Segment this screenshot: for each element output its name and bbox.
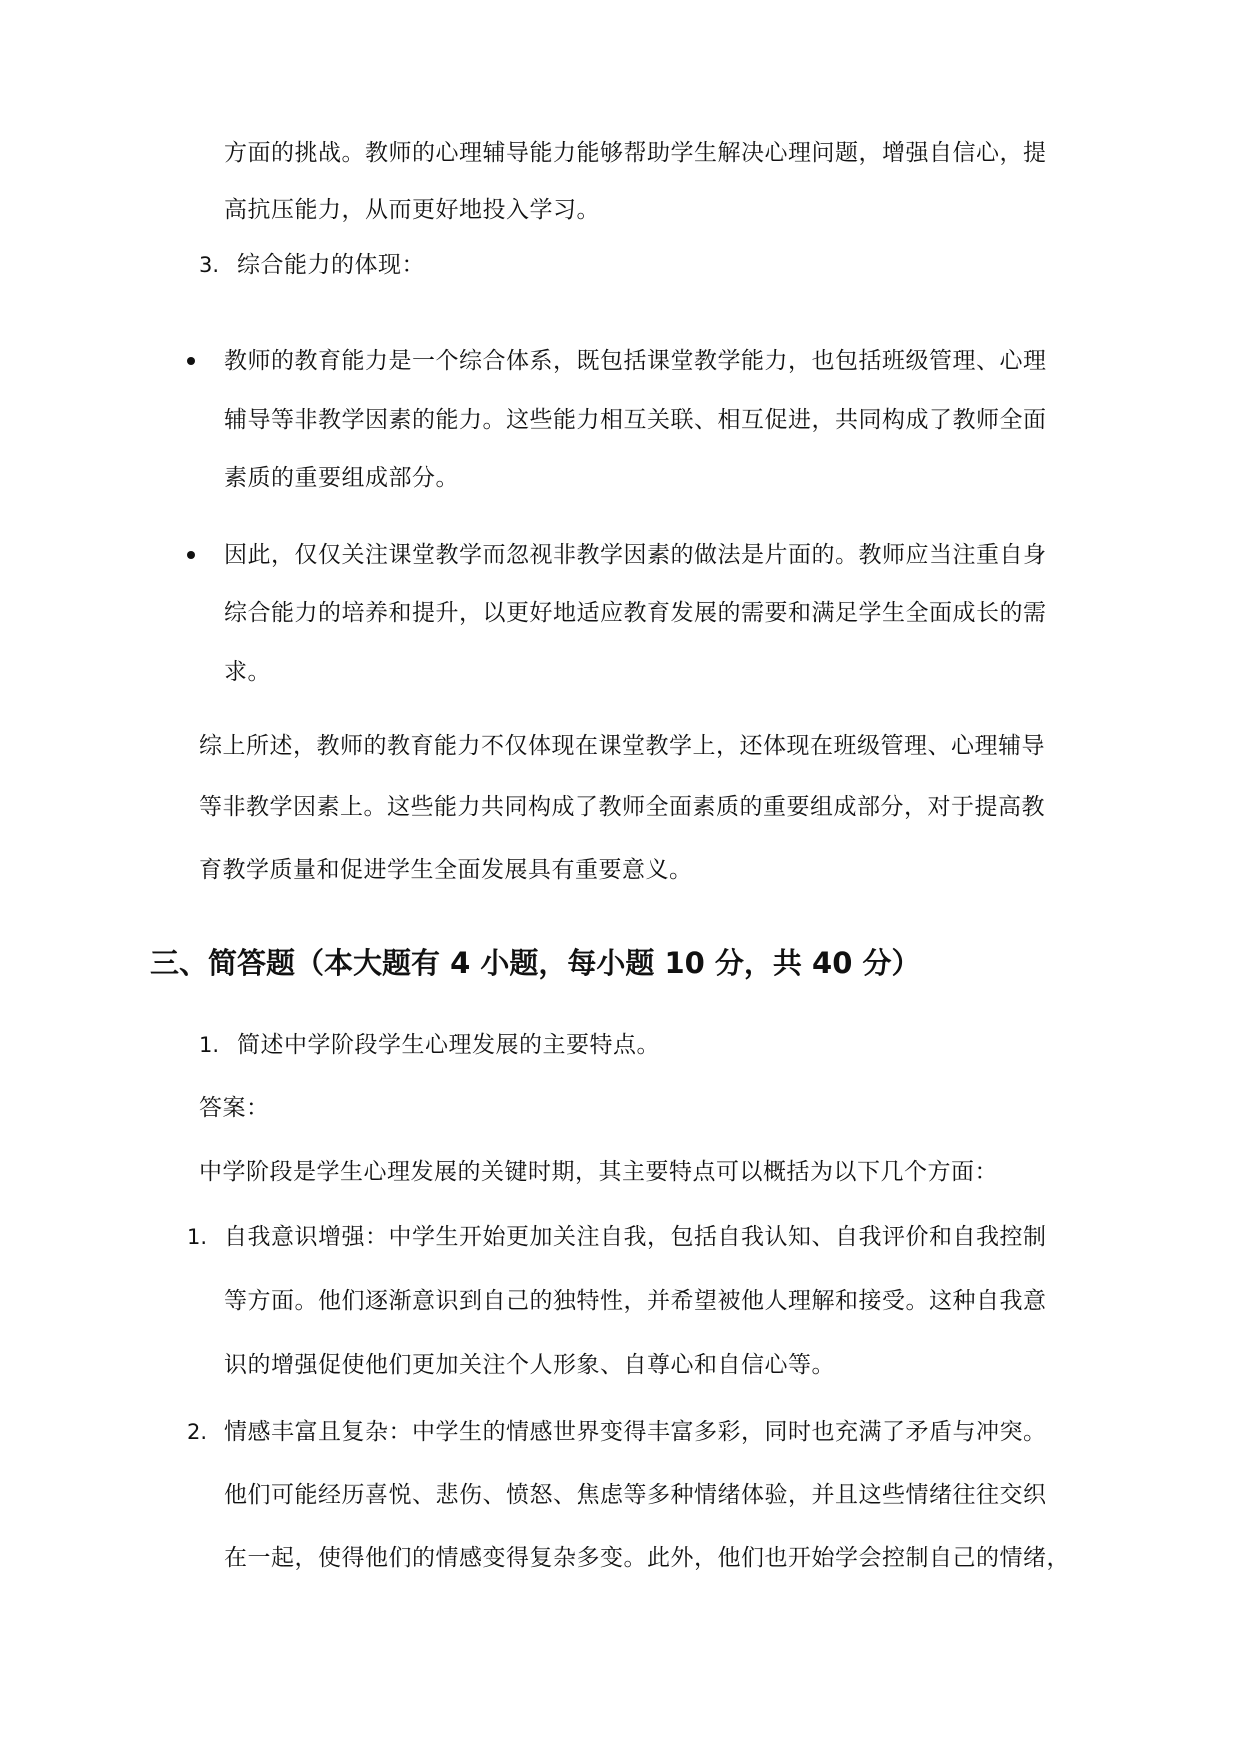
section3-heading: 三、简答题（本大题有 4 小题，每小题 10 分，共 40 分） (150, 946, 921, 980)
bullet2-line-1: 因此，仅仅关注课堂教学而忽视非教学因素的做法是片面的。教师应当注重自身 (224, 542, 1047, 568)
answer-label: 答案： (199, 1095, 270, 1121)
bullet2-line-2: 综合能力的培养和提升，以更好地适应教育发展的需要和满足学生全面成长的需 (224, 600, 1047, 626)
point3-title: 综合能力的体现： (237, 252, 425, 278)
summary-line-1: 综上所述，教师的教育能力不仅体现在课堂教学上，还体现在班级管理、心理辅导 (199, 733, 1045, 759)
feature1-line-1: 自我意识增强：中学生开始更加关注自我，包括自我认知、自我评价和自我控制 (224, 1224, 1047, 1250)
question1-text: 简述中学阶段学生心理发展的主要特点。 (237, 1032, 660, 1058)
continuation-line-1: 方面的挑战。教师的心理辅导能力能够帮助学生解决心理问题，增强自信心，提 (224, 140, 1047, 166)
bullet-marker-2 (187, 551, 195, 559)
feature2-number: 2. (187, 1420, 208, 1444)
feature1-line-2: 等方面。他们逐渐意识到自己的独特性，并希望被他人理解和接受。这种自我意 (224, 1288, 1047, 1314)
feature1-line-3: 识的增强促使他们更加关注个人形象、自尊心和自信心等。 (224, 1352, 835, 1378)
point3-number: 3. (199, 253, 220, 277)
feature2-line-3: 在一起，使得他们的情感变得复杂多变。此外，他们也开始学会控制自己的情绪， (224, 1545, 1070, 1571)
feature2-line-2: 他们可能经历喜悦、悲伤、愤怒、焦虑等多种情绪体验，并且这些情绪往往交织 (224, 1482, 1047, 1508)
feature1-number: 1. (187, 1225, 208, 1249)
summary-line-2: 等非教学因素上。这些能力共同构成了教师全面素质的重要组成部分，对于提高教 (199, 794, 1045, 820)
question1-number: 1. (199, 1033, 220, 1057)
feature2-line-1: 情感丰富且复杂：中学生的情感世界变得丰富多彩，同时也充满了矛盾与冲突。 (224, 1419, 1047, 1445)
bullet1-line-1: 教师的教育能力是一个综合体系，既包括课堂教学能力，也包括班级管理、心理 (224, 348, 1047, 374)
bullet1-line-2: 辅导等非教学因素的能力。这些能力相互关联、相互促进，共同构成了教师全面 (224, 407, 1047, 433)
answer-intro: 中学阶段是学生心理发展的关键时期，其主要特点可以概括为以下几个方面： (199, 1159, 998, 1185)
bullet1-line-3: 素质的重要组成部分。 (224, 465, 459, 491)
bullet2-line-3: 求。 (224, 659, 271, 685)
summary-line-3: 育教学质量和促进学生全面发展具有重要意义。 (199, 857, 693, 883)
bullet-marker-1 (187, 357, 195, 365)
continuation-line-2: 高抗压能力，从而更好地投入学习。 (224, 197, 600, 223)
